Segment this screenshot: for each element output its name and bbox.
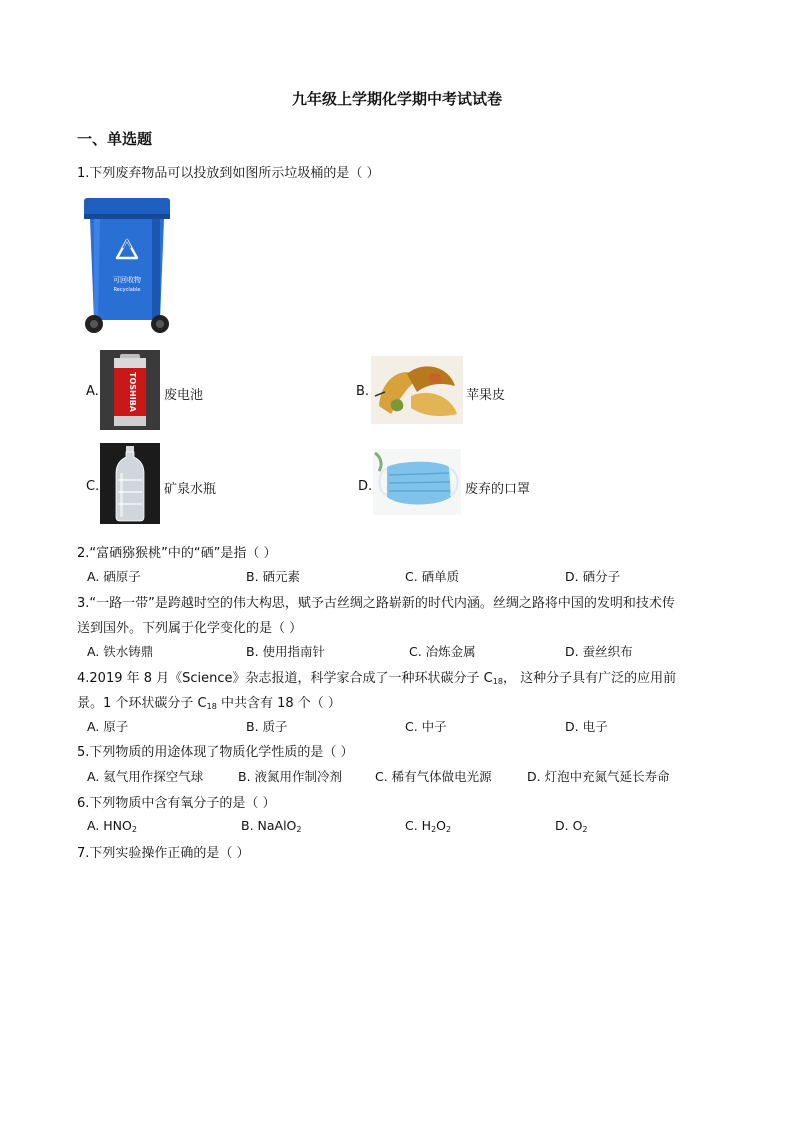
question-5-option-d: D. 灯泡中充氮气延长寿命: [527, 769, 670, 784]
water-bottle-image: [100, 443, 160, 524]
question-5-stem: 5.下列物质的用途体现了物质化学性质的是（ ）: [77, 745, 354, 760]
question-1-stem: 1.下列废弃物品可以投放到如图所示垃圾桶的是（ ）: [77, 166, 380, 181]
question-6-option-b: B. NaAlO$_2$: [241, 818, 302, 834]
battery-image: [100, 350, 160, 430]
option-d-letter: D.: [358, 479, 373, 494]
question-4-option-c: C. 中子: [405, 719, 447, 734]
question-5-option-b: B. 液氮用作制冷剂: [238, 769, 343, 784]
question-4-option-a: A. 原子: [87, 719, 129, 734]
question-2-stem: 2.“富硒猕猴桃”中的“硒”是指（ ）: [77, 546, 277, 561]
question-3-option-a: A. 铁水铸鼎: [87, 644, 154, 659]
option-b-text: 苹果皮: [466, 388, 506, 403]
question-4-option-d: D. 电子: [565, 719, 608, 734]
question-2-option-a: A. 硒原子: [87, 569, 141, 584]
question-5-option-a: A. 氦气用作探空气球: [87, 769, 204, 784]
face-mask-image: [373, 449, 461, 515]
option-b-letter: B.: [356, 384, 370, 399]
question-3-stem-line-1: 3.“一路一带”是跨越时空的伟大构思，赋予古丝绸之路崭新的时代内涵。丝绸之路将中国的发明和技术传: [77, 596, 675, 611]
option-c-text: 矿泉水瓶: [164, 482, 217, 497]
page-title: 九年级上学期化学期中考试试卷: [291, 90, 502, 108]
question-4-stem-line-1: 4.2019 年 8 月《Science》杂志报道，科学家合成了一种环状碳分子 $C_{18}$， 这种分子具有广泛的应用前: [77, 671, 677, 686]
section-heading: 一、单选题: [77, 130, 153, 148]
question-3-option-d: D. 蚕丝织布: [565, 644, 633, 659]
question-2-option-d: D. 硒分子: [565, 569, 621, 584]
question-3-option-b: B. 使用指南针: [246, 644, 326, 659]
question-2-option-b: B. 硒元素: [246, 569, 301, 584]
question-3-stem-line-2: 送到国外。下列属于化学变化的是（ ）: [77, 621, 303, 636]
bin-label-cn: 可回收物: [113, 276, 141, 284]
question-4-option-b: B. 质子: [246, 719, 288, 734]
apple-peel-image: [371, 356, 463, 424]
question-6-stem: 6.下列物质中含有氧分子的是（ ）: [77, 796, 276, 811]
question-4-stem-line-2: 景。1 个环状碳分子 $C_{18}$ 中共含有 18 个（ ）: [77, 696, 341, 711]
option-d-text: 废弃的口罩: [465, 482, 531, 497]
recycle-bin-image: [82, 196, 172, 336]
bin-label-en: Recyclable: [113, 287, 141, 293]
question-6-option-d: D. $O_2$: [555, 818, 588, 834]
question-6-option-a: A. $HNO_2$: [87, 818, 137, 834]
question-6-option-c: C. $H_2O_2$: [405, 818, 452, 834]
question-5-option-c: C. 稀有气体做电光源: [375, 769, 492, 784]
option-c-letter: C.: [86, 479, 100, 494]
battery-brand: TOSHIBA: [128, 372, 137, 412]
question-3-option-c: C. 冶炼金属: [409, 644, 476, 659]
option-a-letter: A.: [86, 384, 99, 399]
question-2-option-c: C. 硒单质: [405, 569, 460, 584]
option-a-text: 废电池: [164, 388, 204, 403]
question-7-stem: 7.下列实验操作正确的是（ ）: [77, 846, 250, 861]
